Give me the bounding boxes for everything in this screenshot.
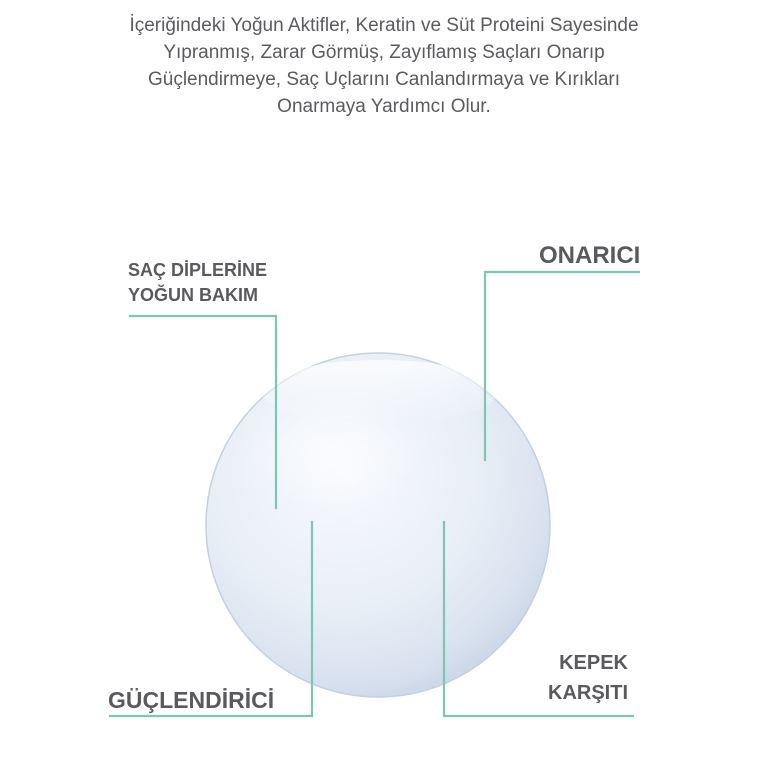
intro-line-2: Yıpranmış, Zarar Görmüş, Zayıflamış Saçları Onarıp [163, 42, 605, 63]
feature-roots-line-2: YOĞUN BAKIM [128, 285, 258, 305]
feature-dandruff-line-2: KARŞITI [548, 682, 628, 704]
feature-label-dandruff [544, 648, 628, 708]
feature-label-roots [128, 258, 267, 308]
serum-sphere [206, 353, 550, 697]
intro-line-3: Güçlendirmeye, Saç Uçlarını Canlandırmaya ve Kırıkları [147, 69, 620, 90]
feature-label-repair: ONARICI [539, 242, 641, 269]
intro-line-4: Onarmaya Yardımcı Olur. [277, 96, 491, 117]
intro-line-1: İçeriğindeki Yoğun Aktifler, Keratin ve Süt Proteini Sayesinde [129, 15, 639, 36]
feature-label-strength: GÜÇLENDİRİCİ [108, 687, 275, 713]
feature-roots-line-1: SAÇ DİPLERİNE [128, 260, 268, 280]
feature-dandruff-line-1: KEPEK [559, 652, 628, 674]
